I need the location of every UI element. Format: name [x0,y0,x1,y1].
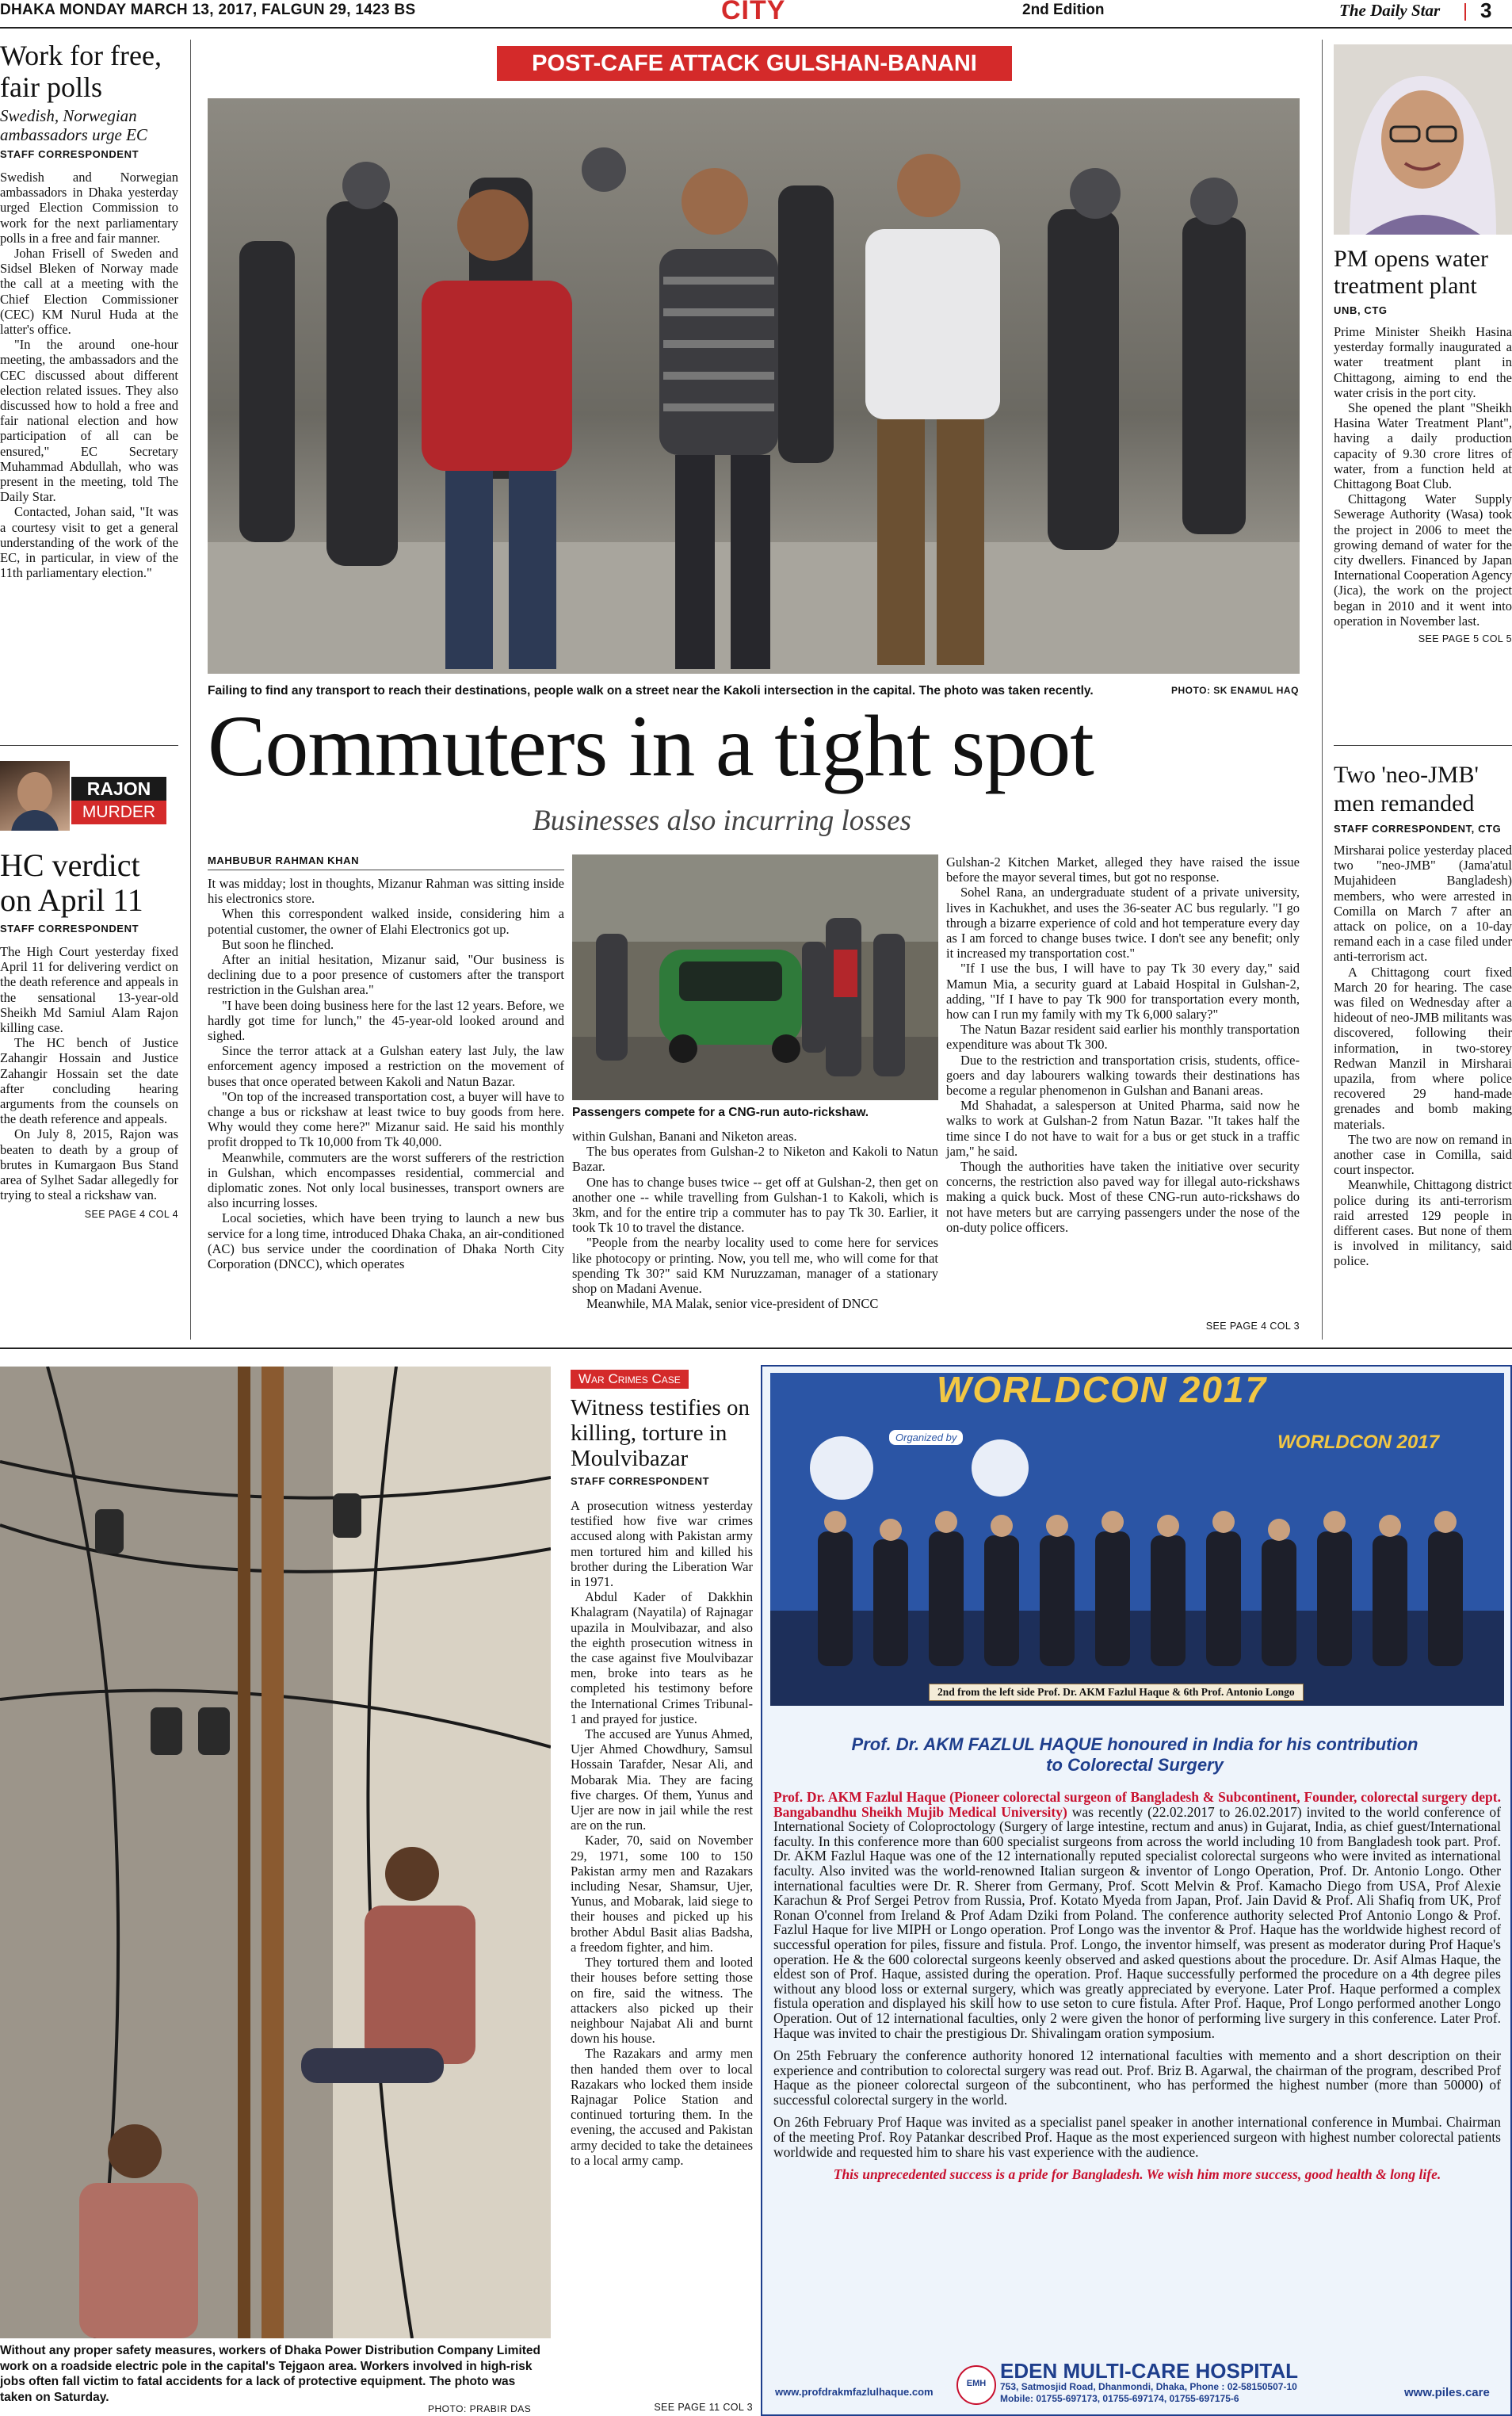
ad-website-left[interactable]: www.profdrakmfazlulhaque.com [775,2386,934,2398]
ad-pride: This unprecedented success is a pride for Bangladesh. We wish him more success, good health & long life. [833,2166,1441,2183]
conference-illustration [770,1373,1504,1706]
advertisement [761,1365,1512,2416]
electric-pole-credit: PHOTO: PRABIR DAS [428,2403,532,2414]
paragraph: The accused are Yunus Ahmed, Ujer Ahmed Chowdhury, Samsul Hossain Tarafder, Nesar Ali, and Mobarak Mia. They are facing five charges. Of them, Yunus and Ujer are now in jail while the rest are on the run. [571,1726,753,1833]
headline-witness: Witness testifies on killing, torture in Moulvibazar [571,1395,750,1471]
paragraph: The High Court yesterday fixed April 11 for delivering verdict on the death reference and appeals in the sensational 13-year-old Sheikh Md Samiul Alam Rajon killing case. [0,944,178,1036]
rajon-tag [71,777,166,824]
ad-hospital-address: 753, Satmosjid Road, Dhanmondi, Dhaka, Phone : 02-58150507-10 [1000,2381,1297,2392]
article-witness [571,1498,753,2168]
masthead-rule [0,27,1512,29]
war-crimes-column [571,1395,753,2168]
paragraph: One has to change buses twice -- get off at Gulshan-2, then get on another one -- while travelling from Gulshan-1 to Kakoli, which is 3km, and for the entire trip a commuter has to pay Tk 30. Earlier, it took Tk 10 to travel the distance. [572,1174,938,1236]
paragraph: Local societies, which have been trying to launch a new bus service for a long time, introduced Dhaka Chaka, an air-conditioned (AC) bus service under the coordination of Dhaka North City Corporation (DNCC), which operates [208,1210,564,1272]
byline-right2: STAFF CORRESPONDENT, CTG [1334,823,1502,835]
paragraph: Though the authorities have taken the initiative over security concerns, the restriction also paved way for illegal auto-rickshaws making a quick buck. Most of these CNG-run auto-rickshaws do not have meters but are carrying passengers under the nose of the on-duty police officers. [946,1159,1300,1235]
paper-logo: The Daily Star [1339,1,1441,20]
paragraph: They tortured them and looted their houses before setting those on fire, said the witness. The attackers also picked up their neighbour Najabat Ali and burnt down his house. [571,1955,753,2047]
commuters-illustration [208,98,1300,674]
rajon-tag-bottom: MURDER [71,801,166,824]
ad-lead: Prof. Dr. AKM Fazlul Haque (Pioneer colorectal surgeon of Bangladesh & Subcontinent, Founder, colorectal surgery dept. Bangabandhu Sheikh Mujib Medical University) [773,1789,1501,1820]
paragraph: Due to the restriction and transportation crisis, students, office-goers and day labourers walking towards their destinations has become a regular phenomenon in Gulshan and Banani areas. [946,1052,1300,1099]
electric-pole-caption: Without any proper safety measures, workers of Dhaka Power Distribution Company Limited work on a roadside electric pole in the capital's Tejgaon area. Workers involved in high-risk jobs often fall victim to fatal accidents for a lack of protective equipment. The photo was taken on Saturday. [0,2344,540,2404]
inset-photo-caption: Passengers compete for a CNG-run auto-rickshaw. [572,1106,869,1119]
paragraph: Mirsharai police yesterday placed two "neo-JMB" (Jama'atul Mujahideen Bangladesh) members, who were arrested in Comilla on March 7 after an attack on police, on a 10-day remand each in a case filed under anti-terrorism act. [1334,843,1512,965]
main-photo-commuters [208,98,1300,674]
paragraph: The HC bench of Justice Zahangir Hossain and Justice Zahangir Hossain set the date after concluding hearing arguments from the counsels on the death reference and appeals. [0,1035,178,1127]
inset-photo-autorickshaw [572,854,938,1100]
byline-left1: STAFF CORRESPONDENT [0,148,139,160]
paragraph: Sohel Rana, an undergraduate student of a private university, lives in Kachukhet, and uses the 36-seater AC bus regularly. "I go through a bizarre experience of cold and hot temperature every day as I am forced to change buses twice. I don't see any benefit; only it increased my transportation cost." [946,885,1300,961]
col-rule-right [1322,40,1323,1340]
ad-organized-by: Organized by [889,1430,963,1445]
paragraph: "I have been doing business here for the last 12 years. Before, we hardly got time for lunch," the 45-year-old looked around and sighed. [208,997,564,1044]
article-neo-jmb [1334,843,1512,1269]
electric-pole-illustration [0,1367,551,2338]
article-hc-verdict [0,944,178,1202]
paragraph: Abdul Kader of Dakkhin Khalagram (Nayatila) of Rajnagar upazila in Moulvibazar, and also the eighth prosecution witness in the case against five Moulvibazar men, broke into tears as he completed his testimony before the International Crimes Tribunal-1 and prayed for justice. [571,1589,753,1726]
main-photo-caption: Failing to find any transport to reach their destinations, people walk on a street near the Kakoli intersection in the capital. The photo was taken recently. [208,684,1094,698]
ad-worldcon-banner-small: WORLDCON 2017 [1277,1432,1440,1453]
main-article-col3 [946,854,1300,1235]
paragraph: The Natun Bazar resident said earlier his monthly transportation expenditure was about Tk 300. [946,1022,1300,1053]
paragraph: The bus operates from Gulshan-2 to Niketon and Kakoli to Natun Bazar. [572,1144,938,1175]
paragraph: Meanwhile, commuters are the worst sufferers of the restriction in Gulshan, which encompasses residential, commercial and diplomatic zones. Not only local businesses, transport owners are also incurring losses. [208,1149,564,1211]
section-title: CITY [721,0,786,25]
ad-paragraph-1 [773,1790,1501,2040]
headline-commuters: Commuters in a tight spot [208,698,1094,794]
byline-right1: UNB, CTG [1334,304,1388,316]
pm-portrait [1334,44,1512,235]
paragraph: On July 8, 2015, Rajon was beaten to death by a group of brutes in Kumargaon Bus Stand area of Sylhet Sadar allegedly for trying to steal a rickshaw van. [0,1126,178,1203]
byline-war: STAFF CORRESPONDENT [571,1475,710,1487]
masthead-date: DHAKA MONDAY MARCH 13, 2017, FALGUN 29, 1423 BS [0,2,416,18]
banner-post-cafe: POST-CAFE ATTACK GULSHAN-BANANI [497,46,1012,81]
autorickshaw-illustration [572,854,938,1100]
right-column-1 [1334,246,1512,644]
paragraph: Meanwhile, Chittagong district police during its anti-terrorism raid arrested 129 people in different cases. But none of them is involved in militancy, said police. [1334,1177,1512,1269]
paragraph: "If I use the bus, I will have to pay Tk 30 every day," said Mamun Mia, a security guard at Labaid Hospital in Gulshan-2, adding, "If I have to pay Tk 900 for transportation every month, how can I run my family with my Tk 6,000 salary?" [946,961,1300,1023]
ad-hospital-name: EDEN MULTI-CARE HOSPITAL [1000,2359,1299,2383]
paragraph: within Gulshan, Banani and Niketon areas. [572,1129,797,1144]
page-number: 3 [1480,0,1492,22]
paragraph: Md Shahadat, a salesperson at United Pharma, said now he walks to work at Gulshan-2 from Natun Bazar. "It takes half the time since I do not have to wait for a bus or get stuck in a traffic jam," he said. [946,1098,1300,1159]
byline-main: MAHBUBUR RAHMAN KHAN [208,854,360,866]
paragraph: Meanwhile, MA Malak, senior vice-president of DNCC [586,1296,879,1312]
subhead-businesses: Businesses also incurring losses [533,805,911,837]
ad-p1: was recently (22.02.2017 to 26.02.2017) invited to the world conference of International Society of Coloproctology (Surgery of large intestine, rectum and anus) in Gujarat, India, as chief guest/International faculty. In this conference more than 600 specialist surgeons from across the world including 10 from Bangladesh took part. Prof. Dr. AKM Fazlul Haque was one of the 12 internationally reputed specialist colorectal surgeons who were invited as international faculty. Also invited was the world-renowned Italian surgeon & inventor of Longo Operation, Prof. Dr. Antonio Longo. Other international faculties were Dr. R. Sherer from Germany, Prof. Scott Melvin & Prof. Kamacho Diego from USA, Prof Alexie Karachun & Prof Sergei Petrov from Russia, Prof. Kotato Myeda from Japan, Prof. Jain David & Prof. Ali Shafiq from UK, Prof Ronan O'connel from Ireland & Prof Adam Dziki from Poland. The conference authority selected Prof Antonio Longo & Prof. Fazlul Haque for live MIPH or Longo operation. Prof Longo was the inventor & Prof. Haque has the worldwide highest record of successful operation for piles, fissure and fistula. Prof. Longo, the inventor himself, was present as moderator during Prof Haque's operation. He & the 600 colorectal surgeons keenly observed and asked questions about the procedure. Dr. Asif Almas Haque, the eldest son of Prof. Haque, assisted during the operation. Prof. Haque successfully performed the procedure on a 4th degree piles without any blood loss or external surgery, which was greatly appreciated by everyone. Later Prof. Haque performed a complex fistula operation and displayed his skill how to use seton to cure fistula. After Prof. Haque, Prof Longo performed another Longo Operation. Out of 12 international faculties, only 2 were given the honor of performing live surgery in this conference. Later Prof. Haque was invited to chair the prestigious Dr. Shivalingam oration symposium. [773,1803,1501,2041]
main-article-col2 [572,1129,938,1311]
paragraph: Kader, 70, said on November 29, 1971, some 100 to 150 Pakistan army men and Razakars including Nesar, Shamsur, Ujer, Yunus, and Mobarak, laid siege to their houses and picked up his brother Abdul Basit alias Badsha, a freedom fighter, and him. [571,1833,753,1955]
paragraph: But soon he flinched. [222,936,334,952]
rajon-thumbnail [0,761,70,831]
headline-pm-opens: PM opens water treatment plant [1334,246,1488,299]
main-photo-credit: PHOTO: SK ENAMUL HAQ [1171,685,1299,696]
ad-worldcon-banner: WORLDCON 2017 [937,1373,1268,1410]
paragraph: "On top of the increased transportation cost, a buyer will have to change a bus or rickshaw at least twice to buy goods from here. Why would they come here?" Mizanur said. He said his monthly profit dropped to Tk 10,000 from Tk 40,000. [208,1088,564,1150]
electric-pole-photo [0,1367,551,2338]
left-column-2 [0,848,178,1220]
right-divider [1334,745,1512,746]
paragraph: Since the terror attack at a Gulshan eatery last July, the law enforcement agency imposed a restriction on the movement of buses that once operated between Kakoli and Natun Bazar. [208,1043,564,1089]
section-divider [0,1348,1512,1349]
ad-conference-photo [770,1373,1504,1706]
ad-paragraph-3: On 26th February Prof Haque was invited as a specialist panel speaker in another international conference in Mumbai. Chairman of the meeting Prof. Roy Patankar described Prof. Haque as the most experienced surgeon with highest number colorectal patients worldwide and requested him to share his vast experience with the audience. [773,2114,1501,2160]
see-page-war[interactable]: SEE PAGE 11 COL 3 [654,2402,753,2413]
paragraph: A prosecution witness yesterday testified how five war crimes accused along with Pakistan army men tortured him and killed his brother during the Liberation War in 1971. [571,1498,753,1590]
paragraph: Gulshan-2 Kitchen Market, alleged they have raised the issue before the mayor several times, but got no response. [946,854,1300,885]
left-divider [0,745,178,746]
article-pm-opens [1334,324,1512,629]
right-column-2 [1334,761,1512,1269]
pm-portrait-illustration [1334,44,1512,235]
masthead-divider [1464,3,1466,21]
see-page-right1[interactable]: SEE PAGE 5 COL 5 [1418,633,1512,645]
paragraph: "People from the nearby locality used to come here for services like photocopy or printing. Now, you tell me, who will come for that spending Tk 30?" said KM Nuruzzaman, manager of a stationary shop on Madani Avenue. [572,1235,938,1297]
ad-body [773,1790,1501,2182]
war-crimes-tag: War Crimes Case [571,1370,689,1389]
hospital-logo-icon: EMH [966,2379,987,2388]
ad-paragraph-2: On 25th February the conference authority honored 12 international faculties with memento and a short description on their experience and contribution to colorectal surgery was read out. Prof. Briz B. Agarwal, the chairman of the program, described Prof Haque as the pioneer colorectal surgeon of the subcontinent, who has performed the highest number (more than 50000) of successful colorectal surgery in the world. [773,2047,1501,2108]
edition-label: 2nd Edition [1022,2,1105,18]
byline-left2: STAFF CORRESPONDENT [0,923,139,935]
ad-photo-caption: 2nd from the left side Prof. Dr. AKM Fazlul Haque & 6th Prof. Antonio Longo [929,1684,1304,1701]
rajon-tag-top: RAJON [86,778,151,799]
paragraph: A Chittagong court fixed March 20 for hearing. The case was filed on Wednesday after a hideout of neo-JMB militants was discovered, following their information, in two-storey Redwan Manzil in Mirsharai upazila, from where police recovered 29 hand-made grenades and bomb making materials. [1334,964,1512,1132]
paragraph: Swedish and Norwegian ambassadors in Dhaka yesterday urged Election Commission to work for the next parliamentary polls in a free and fair manner. [0,170,178,246]
headline-neo-jmb: Two 'neo-JMB' men remanded [1334,762,1479,816]
ad-footer [770,2359,1504,2405]
paragraph: The Razakars and army men then handed them over to local Razakars who locked them inside Rajnagar Police Station and continued torturing them. In the evening, the accused and Pakistan army decided to take the detainees to a local army camp. [571,2046,753,2168]
paragraph: "In the around one-hour meeting, the ambassadors and the CEC discussed about different election related issues. They also discussed how to hold a free and fair national election and how participation of all can be ensured," EC Secretary Muhammad Abdullah, who was present in the meeting, told The Daily Star. [0,337,178,505]
paragraph: After an initial hesitation, Mizanur said, "Our business is declining due to a poor presence of customers after the transport restriction in the Gulshan area." [208,952,564,998]
paragraph: It was midday; lost in thoughts, Mizanur Rahman was sitting inside his electronics store. [208,876,564,907]
subhead-ambassadors: Swedish, Norwegian ambassadors urge EC [0,106,147,144]
see-page-left2[interactable]: SEE PAGE 4 COL 4 [84,1209,178,1221]
paragraph: Chittagong Water Supply Sewerage Authority (Wasa) took the project in 2006 to meet the growing demand of water for the city dwellers. Financed by Japan International Cooperation Agency (Jica), the work on the project began in 2010 and it went into operation in November last. [1334,491,1512,629]
paragraph: When this correspondent walked inside, considering him a potential customer, the owner of Elahi Electronics got up. [208,906,564,937]
paragraph: She opened the plant "Sheikh Hasina Water Treatment Plant", having a daily production capacity of 9.30 crore litres of water, from a function held at Chittagong Boat Club. [1334,400,1512,492]
paragraph: The two are now on remand in another case in Comilla, said court inspector. [1334,1131,1512,1178]
ad-website-right[interactable]: www.piles.care [1404,2386,1490,2399]
ad-hospital-logo [956,2365,996,2405]
paragraph: Prime Minister Sheikh Hasina yesterday formally inaugurated a water treatment plant in Chittagong, aiming to end the water crisis in the port city. [1334,324,1512,400]
col-rule-left [190,40,191,1340]
ad-title: Prof. Dr. AKM FAZLUL HAQUE honoured in India for his contribution to Colorectal Surgery [851,1734,1418,1775]
headline-hc-verdict: HC verdict on April 11 [0,847,143,918]
headline-work-for-free: Work for free, fair polls [0,40,162,103]
paragraph: Johan Frisell of Sweden and Sidsel Bleken of Norway made the call at a meeting with the Chief Election Commissioner (CEC) KM Nurul Huda at the latter's office. [0,246,178,338]
main-article-col1 [208,876,564,1271]
article-work-for-free [0,170,178,580]
paragraph: Contacted, Johan said, "It was a courtesy visit to get a general understanding of the work of the EC, in particular, in view of the 11th parliamentary election." [0,504,178,581]
ad-hospital-mobile: Mobile: 01755-697173, 01755-697174, 01755-697175-6 [1000,2393,1239,2404]
see-page-main[interactable]: SEE PAGE 4 COL 3 [1205,1321,1300,1332]
left-column [0,40,178,580]
